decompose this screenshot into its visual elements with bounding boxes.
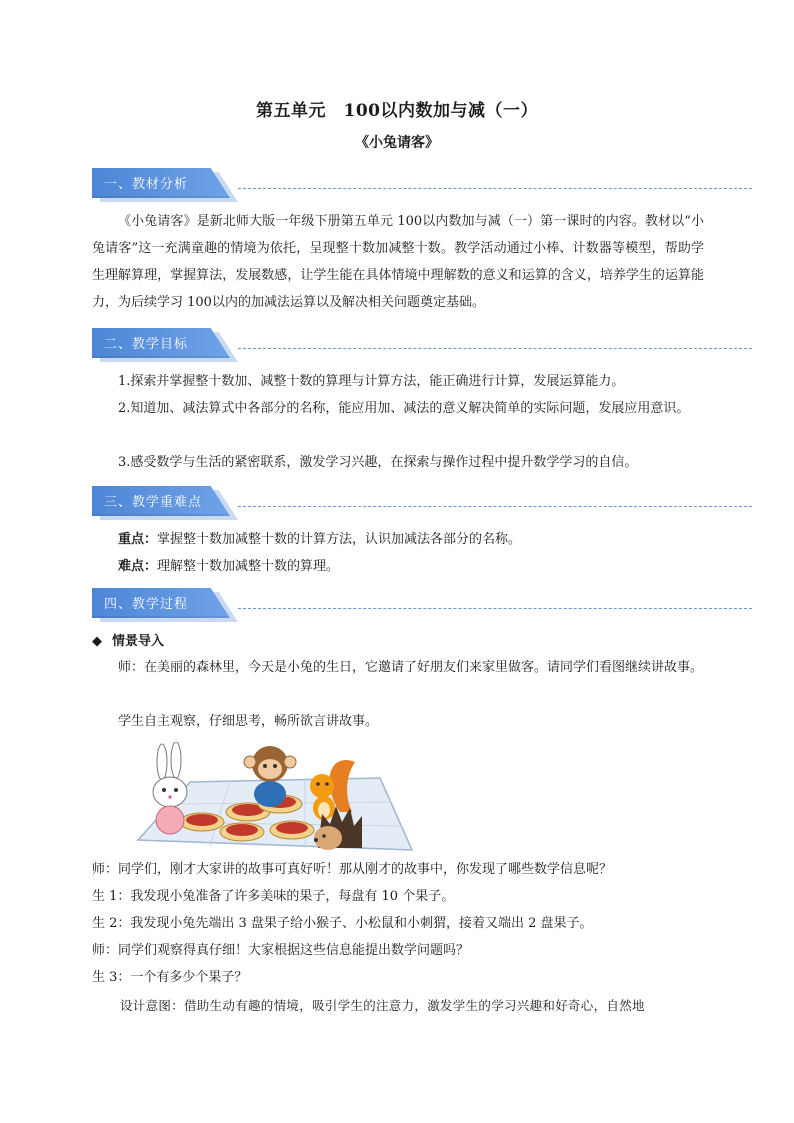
section-label: 一、教材分析 [104, 177, 189, 192]
page-title: 第五单元 100以内数加与减（一） [256, 101, 538, 121]
difficult-point [92, 553, 704, 580]
key-point-label: 重点： [118, 532, 158, 547]
teacher-line: 师：在美丽的森林里，今天是小兔的生日，它邀请了好朋友们来家里做客。请同学们看图继续讲故事。 [118, 660, 704, 675]
section-header-keypoints [92, 486, 752, 516]
difficult-point-label: 难点： [118, 559, 158, 574]
subsection-title: 情景导入 [112, 634, 165, 649]
lesson-subtitle: 《小兔请客》 [355, 135, 439, 151]
student-answer-3: 生 3：一个有多少个果子？ [92, 970, 248, 985]
goal-item-2: 2.知道加、减法算式中各部分的名称，能应用加、减法的意义解决简单的实际问题，发展应用意识。 [118, 401, 690, 416]
subsection-heading [92, 630, 164, 649]
section-label: 二、教学目标 [104, 337, 189, 352]
key-point [92, 526, 704, 553]
student-answer-2: 生 2：我发现小兔先端出 3 盘果子给小猴子、小松鼠和小刺猬，接着又端出 2 盘果子。 [92, 916, 593, 931]
goal-item-3: 3.感受数学与生活的紧密联系，激发学习兴趣，在探索与操作过程中提升数学学习的自信。 [118, 455, 638, 470]
rabbit-party-illustration [130, 742, 416, 854]
design-intent-note: 设计意图：借助生动有趣的情境，吸引学生的注意力，激发学生的学习兴趣和好奇心，自然地 [120, 998, 645, 1013]
diamond-bullet-icon: ◆ [92, 634, 102, 649]
analysis-paragraph: 《小兔请客》是新北师大版一年级下册第五单元 100以内数加与减（一）第一课时的内容。教材以“小兔请客”这一充满童趣的情境为依托，呈现整十数加减整十数。教学活动通过小棒、计数器等模型，帮助学生理解算理，掌握算法，发展数感，让学生能在具体情境中理解数的意义和运算的含义，培养学生的运算能力，为后续学习 100以内的加减法运算以及解决相关问题奠定基础。 [92, 214, 704, 310]
difficult-point-text: 理解整十数加减整十数的算理。 [157, 559, 340, 574]
teacher-prompt: 师：同学们观察得真仔细！大家根据这些信息能提出数学问题吗？ [92, 943, 470, 958]
section-header-analysis [92, 168, 752, 198]
section-header-process [92, 588, 752, 618]
dashed-divider [238, 188, 752, 189]
dashed-divider [238, 348, 752, 349]
dashed-divider [238, 506, 752, 507]
section-label: 四、教学过程 [104, 597, 189, 612]
rabbit-figure [153, 742, 187, 834]
student-activity-line: 学生自主观察，仔细思考，畅所欲言讲故事。 [118, 714, 379, 729]
section-header-goals [92, 328, 752, 358]
section-label: 三、教学重难点 [104, 495, 203, 510]
teacher-question: 师：同学们，刚才大家讲的故事可真好听！那从刚才的故事中，你发现了哪些数学信息呢？ [92, 862, 613, 877]
dashed-divider [238, 608, 752, 609]
student-answer-1: 生 1：我发现小兔准备了许多美味的果子，每盘有 10 个果子。 [92, 889, 455, 904]
key-point-text: 掌握整十数加减整十数的计算方法，认识加减法各部分的名称。 [157, 532, 522, 547]
goal-item-1: 1.探索并掌握整十数加、减整十数的算理与计算方法，能正确进行计算，发展运算能力。 [118, 374, 625, 389]
